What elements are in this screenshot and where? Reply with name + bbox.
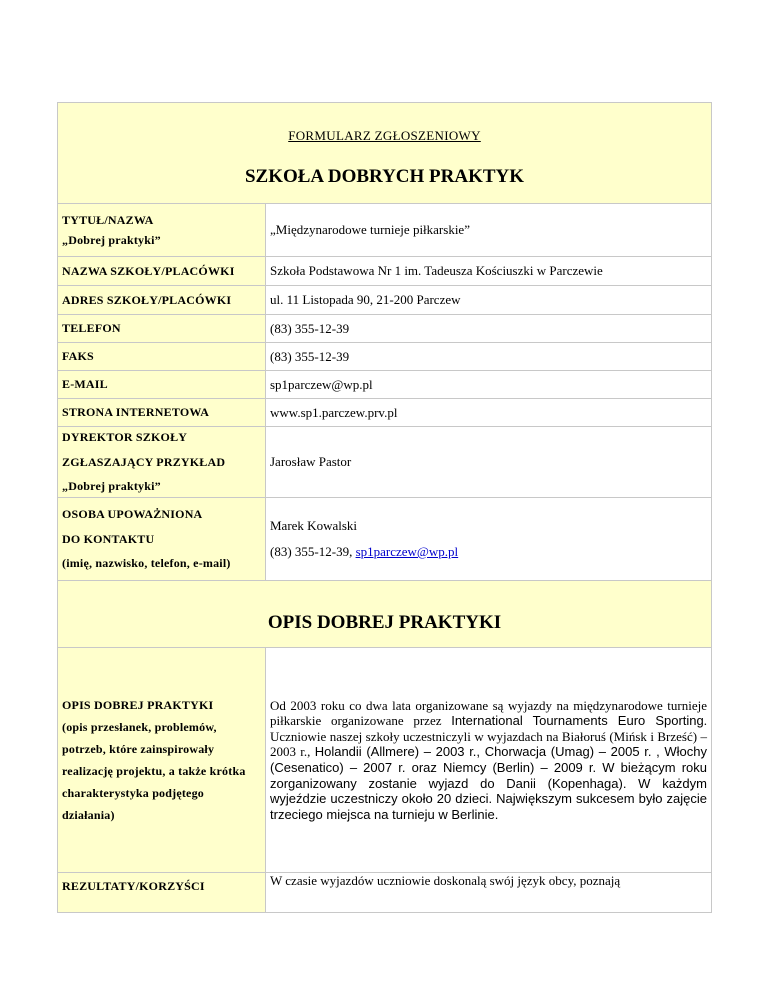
label-rezultaty: REZULTATY/KORZYŚCI: [58, 873, 266, 913]
opis-section-header: [58, 581, 712, 648]
label-dyrektor-line1: DYREKTOR SZKOŁY: [62, 430, 188, 445]
value-opis: [266, 648, 712, 873]
opis-text-part3: Holandii (Allmere) – 2003 r., Chorwacja (Umag) – 2005 r. , Włochy (Cesenatico) – 2007 r. oraz Niemcy (Berlin) – 2009 r. W bieżącym roku zorganizowany zostanie wyjazd do Danii (Kopenhaga). W każdym wyjeździe uczestniczy około 20 dzieci. Największym sukcesem było zajęcie trzeciego miejsca na turnieju w Berlinie.: [270, 744, 707, 822]
form-header: [58, 103, 712, 204]
value-adres: ul. 11 Listopada 90, 21-200 Parczew: [266, 286, 712, 315]
value-email: sp1parczew@wp.pl: [266, 371, 712, 399]
label-opis: [58, 648, 266, 873]
label-tytul-line2: „Dobrej praktyki”: [62, 233, 161, 247]
label-strona: STRONA INTERNETOWA: [58, 399, 266, 427]
label-opis-line4: realizację projektu, a także krótka: [62, 764, 246, 778]
label-opis-line5: charakterystyka podjętego: [62, 786, 204, 800]
opis-text-brand: International Tournaments Euro Sporting: [451, 713, 704, 729]
label-dyrektor-line2: ZGŁASZAJĄCY PRZYKŁAD: [62, 454, 226, 469]
opis-text-part2: . Uczniowie naszej szkoły uczestniczyli w wyjazdach na Białoruś (Mińsk i Brześć) – 2003 r.,: [270, 713, 708, 760]
form-title: SZKOŁA DOBRYCH PRAKTYK: [244, 165, 525, 187]
form-label: FORMULARZ ZGŁOSZENIOWY: [288, 128, 481, 144]
label-osoba-line1: OSOBA UPOWAŻNIONA: [62, 507, 203, 522]
label-email: E-MAIL: [58, 371, 266, 399]
value-osoba-phone: (83) 355-12-39,: [270, 544, 356, 559]
label-telefon: TELEFON: [58, 315, 266, 343]
value-osoba-contact: [270, 544, 707, 560]
value-faks: (83) 355-12-39: [266, 343, 712, 371]
label-dyrektor-line3: „Dobrej praktyki”: [62, 479, 161, 494]
value-strona: www.sp1.parczew.prv.pl: [266, 399, 712, 427]
value-tytul: „Międzynarodowe turnieje piłkarskie”: [266, 204, 712, 257]
label-osoba-line2: DO KONTAKTU: [62, 531, 155, 546]
value-osoba: [266, 498, 712, 581]
value-osoba-name: Marek Kowalski: [270, 518, 358, 534]
value-telefon: (83) 355-12-39: [266, 315, 712, 343]
contact-email-link[interactable]: sp1parczew@wp.pl: [355, 544, 459, 559]
opis-text-part1: Od 2003 roku co dwa lata organizowane są wyjazdy na międzynarodowe turnieje piłkarskie organizowane przez: [270, 697, 707, 729]
label-faks: FAKS: [58, 343, 266, 371]
label-osoba: [58, 498, 266, 581]
label-tytul: [58, 204, 266, 257]
label-nazwa: NAZWA SZKOŁY/PLACÓWKI: [58, 257, 266, 286]
application-form-table: [57, 102, 712, 913]
value-nazwa: Szkoła Podstawowa Nr 1 im. Tadeusza Kościuszki w Parczewie: [266, 257, 712, 286]
label-dyrektor: [58, 427, 266, 498]
label-adres: ADRES SZKOŁY/PLACÓWKI: [58, 286, 266, 315]
value-dyrektor: Jarosław Pastor: [266, 427, 712, 498]
label-tytul-line1: TYTUŁ/NAZWA: [62, 212, 154, 227]
label-opis-line6: działania): [62, 808, 115, 822]
label-opis-line3: potrzeb, które zainspirowały: [62, 742, 215, 756]
label-opis-line1: OPIS DOBREJ PRAKTYKI: [62, 698, 214, 712]
label-opis-line2: (opis przesłanek, problemów,: [62, 720, 217, 734]
label-osoba-line3: (imię, nazwisko, telefon, e-mail): [62, 556, 231, 571]
value-rezultaty: W czasie wyjazdów uczniowie doskonalą swój język obcy, poznają: [266, 873, 712, 913]
opis-section-title: OPIS DOBREJ PRAKTYKI: [267, 611, 502, 633]
